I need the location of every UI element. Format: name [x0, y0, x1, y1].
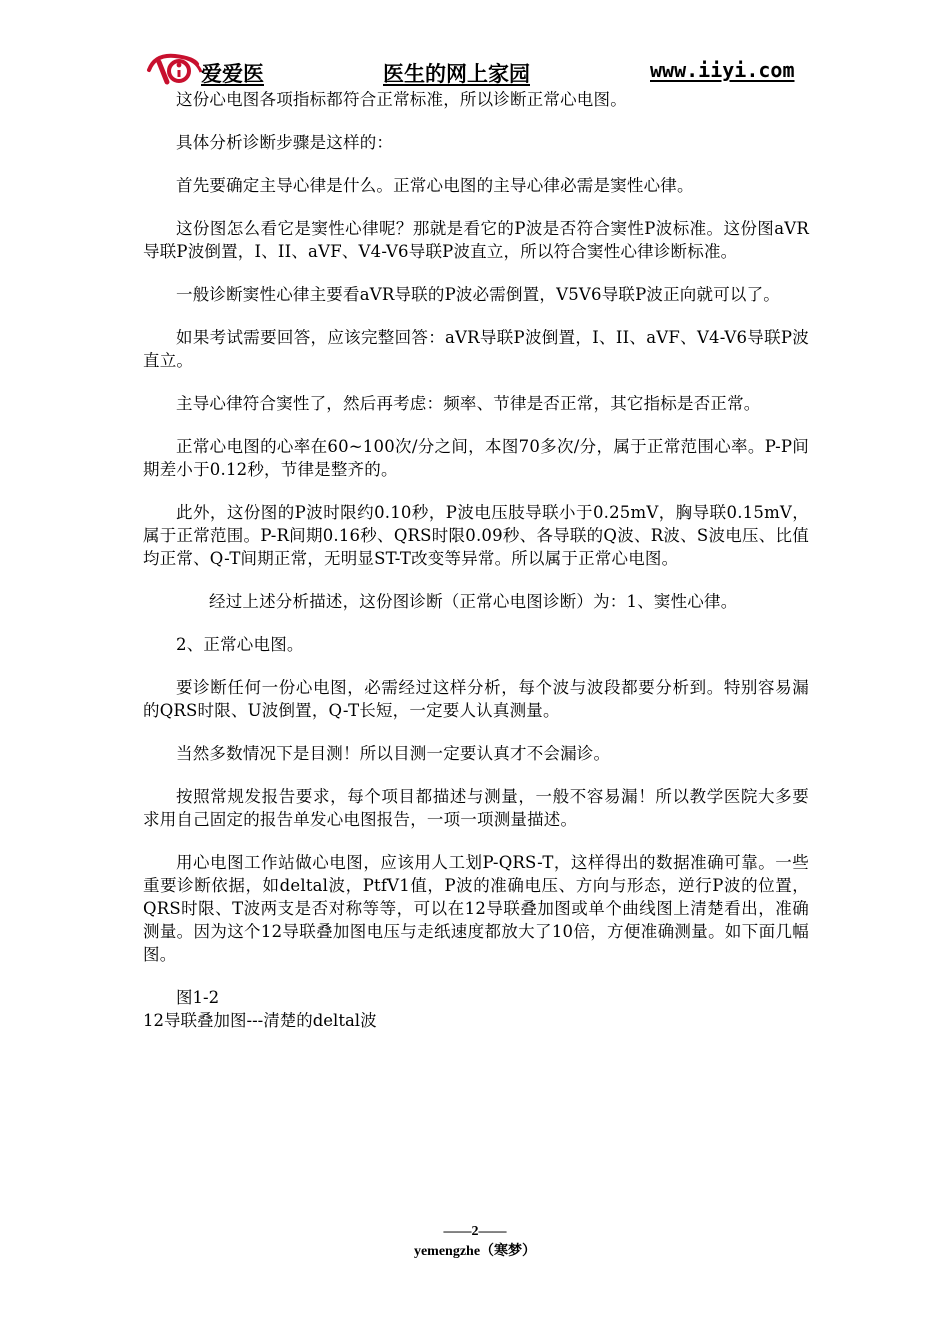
paragraph-12: 要诊断任何一份心电图，必需经过这样分析，每个波与波段都要分析到。特别容易漏的QRS时限、U波倒置，Q-T长短，一定要人认真测量。	[143, 678, 809, 720]
paragraph-9: 此外，这份图的P波时限约0.10秒，P波电压肢导联小于0.25mV，胸导联0.15mV，属于正常范围。P-R间期0.16秒、QRS时限0.09秒、各导联的Q波、R波、S波电压、比值均正常、Q-T间期正常，无明显ST-T改变等异常。所以属于正常心电图。	[143, 503, 809, 568]
paragraph-4: 这份图怎么看它是窦性心律呢？那就是看它的P波是否符合窦性P波标准。这份图aVR导联P波倒置，I、II、aVF、V4-V6导联P波直立，所以符合窦性心律诊断标准。	[143, 219, 809, 261]
iiyi-logo-icon	[145, 50, 203, 86]
figure-caption-number: 图1-2	[176, 988, 220, 1007]
paragraph-13: 当然多数情况下是目测！所以目测一定要认真才不会漏诊。	[176, 744, 611, 763]
paragraph-14: 按照常规发报告要求，每个项目都描述与测量，一般不容易漏！所以教学医院大多要求用自己固定的报告单发心电图报告，一项一项测量描述。	[143, 787, 809, 829]
brand-name: 爱爱医	[201, 62, 264, 86]
document-body	[143, 88, 809, 1032]
paragraph-7: 主导心律符合窦性了，然后再考虑：频率、节律是否正常，其它指标是否正常。	[176, 394, 761, 413]
paragraph-2: 具体分析诊断步骤是这样的：	[176, 133, 394, 152]
site-slogan: 医生的网上家园	[383, 62, 530, 86]
page-footer	[0, 1222, 950, 1262]
author-name: yemengzhe（寒梦）	[413, 1244, 537, 1259]
site-url-link[interactable]: www.iiyi.com	[650, 58, 795, 82]
paragraph-8: 正常心电图的心率在60~100次/分之间，本图70多次/分，属于正常范围心率。P-P间期差小于0.12秒，节律是整齐的。	[143, 437, 809, 479]
paragraph-10: 经过上述分析描述，这份图诊断（正常心电图诊断）为：1、窦性心律。	[209, 592, 738, 611]
page-header	[145, 50, 807, 88]
paragraph-15: 用心电图工作站做心电图，应该用人工划P-QRS-T，这样得出的数据准确可靠。一些重要诊断依据，如deltal波，PtfV1值，P波的准确电压、方向与形态，逆行P波的位置，QRS时限、T波两支是否对称等等，可以在12导联叠加图或单个曲线图上清楚看出，准确测量。因为这个12导联叠加图电压与走纸速度都放大了10倍，方便准确测量。如下面几幅图。	[143, 853, 809, 964]
page-number: ——2——	[443, 1224, 507, 1239]
paragraph-11: 2、正常心电图。	[176, 635, 304, 654]
paragraph-6: 如果考试需要回答，应该完整回答：aVR导联P波倒置，I、II、aVF、V4-V6导联P波直立。	[143, 328, 809, 370]
paragraph-5: 一般诊断窦性心律主要看aVR导联的P波必需倒置，V5V6导联P波正向就可以了。	[176, 285, 781, 304]
paragraph-1: 这份心电图各项指标都符合正常标准，所以诊断正常心电图。	[176, 90, 627, 109]
paragraph-3: 首先要确定主导心律是什么。正常心电图的主导心律必需是窦性心律。	[176, 176, 694, 195]
figure-caption-title: 12导联叠加图---清楚的deltal波	[143, 1011, 377, 1030]
